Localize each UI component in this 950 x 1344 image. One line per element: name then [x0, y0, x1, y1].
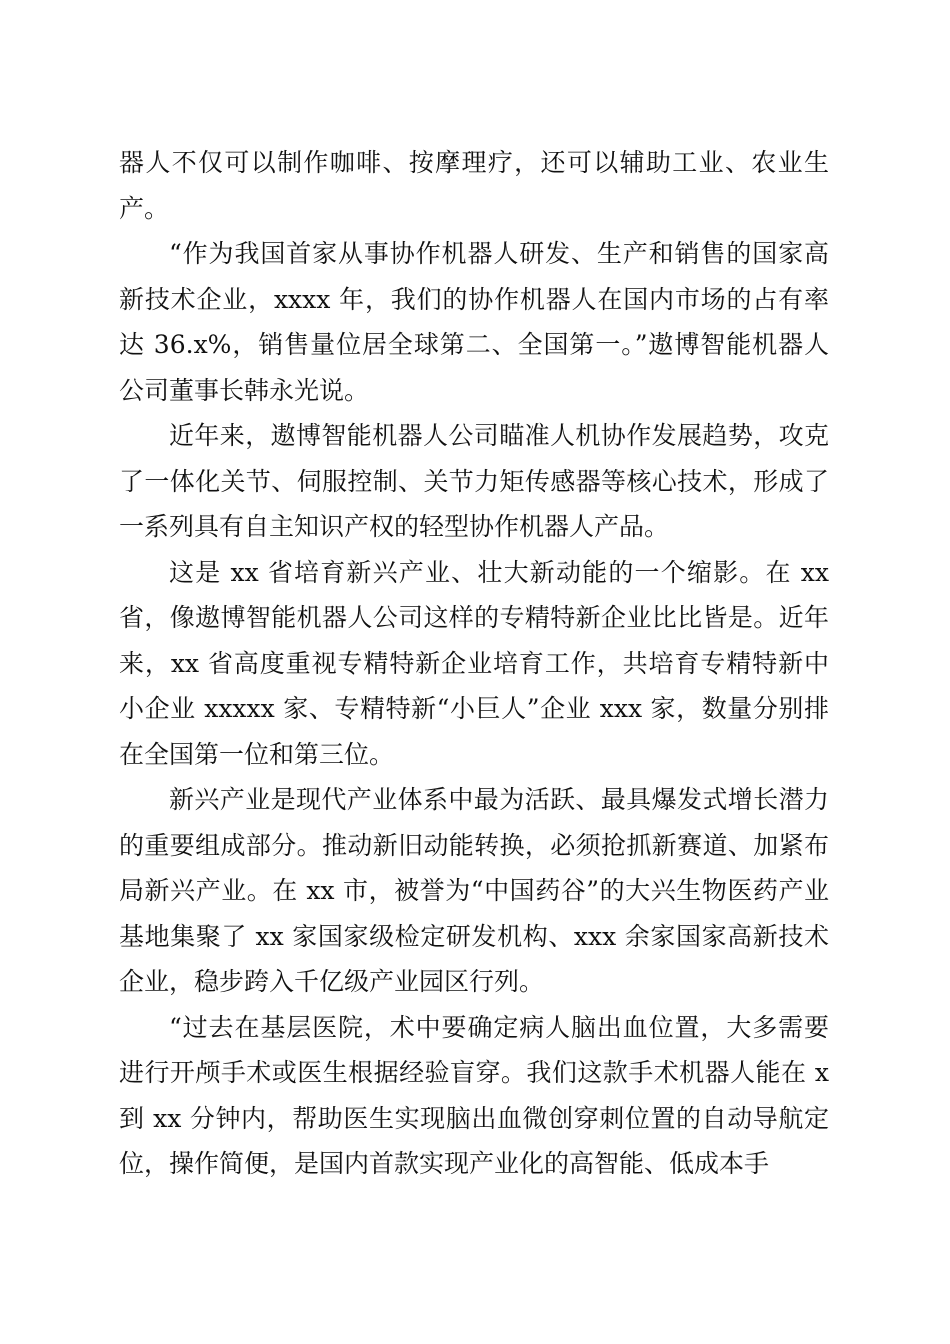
paragraph-province-enterprises: 这是 xx 省培育新兴产业、壮大新动能的一个缩影。在 xx 省，像遨博智能机器人公司这样的专精特新企业比比皆是。近年来，xx 省高度重视专精特新企业培育工作，共培育专精特新中小企业 xxxxx 家、专精特新“小巨人”企业 xxx 家，数量分别排在全国第一位和第三位。	[119, 557, 829, 769]
paragraph-surgical-robot-quote: “过去在基层医院，术中要确定病人脑出血位置，大多需要进行开颅手术或医生根据经验盲穿。我们这款手术机器人能在 x 到 xx 分钟内，帮助医生实现脑出血微创穿刺位置的自动导航定位，操作简便，是国内首款实现产业化的高智能、低成本手	[119, 1012, 829, 1178]
document-body	[119, 140, 829, 1187]
paragraph-quote-chairman: “作为我国首家从事协作机器人研发、生产和销售的国家高新技术企业，xxxx 年，我们的协作机器人在国内市场的占有率达 36.x%，销售量位居全球第二、全国第一。”遨博智能机器人公司董事长韩永光说。	[119, 239, 829, 405]
paragraph-core-technology: 近年来，遨博智能机器人公司瞄准人机协作发展趋势，攻克了一体化关节、伺服控制、关节力矩传感器等核心技术，形成了一系列具有自主知识产权的轻型协作机器人产品。	[119, 421, 829, 541]
paragraph-emerging-industries: 新兴产业是现代产业体系中最为活跃、最具爆发式增长潜力的重要组成部分。推动新旧动能转换，必须抢抓新赛道、加紧布局新兴产业。在 xx 市，被誉为“中国药谷”的大兴生物医药产业基地集聚了 xx 家国家级检定研发机构、xxx 余家国家高新技术企业，稳步跨入千亿级产业园区行列。	[119, 785, 829, 996]
paragraph-continuation: 器人不仅可以制作咖啡、按摩理疗，还可以辅助工业、农业生产。	[119, 148, 829, 223]
